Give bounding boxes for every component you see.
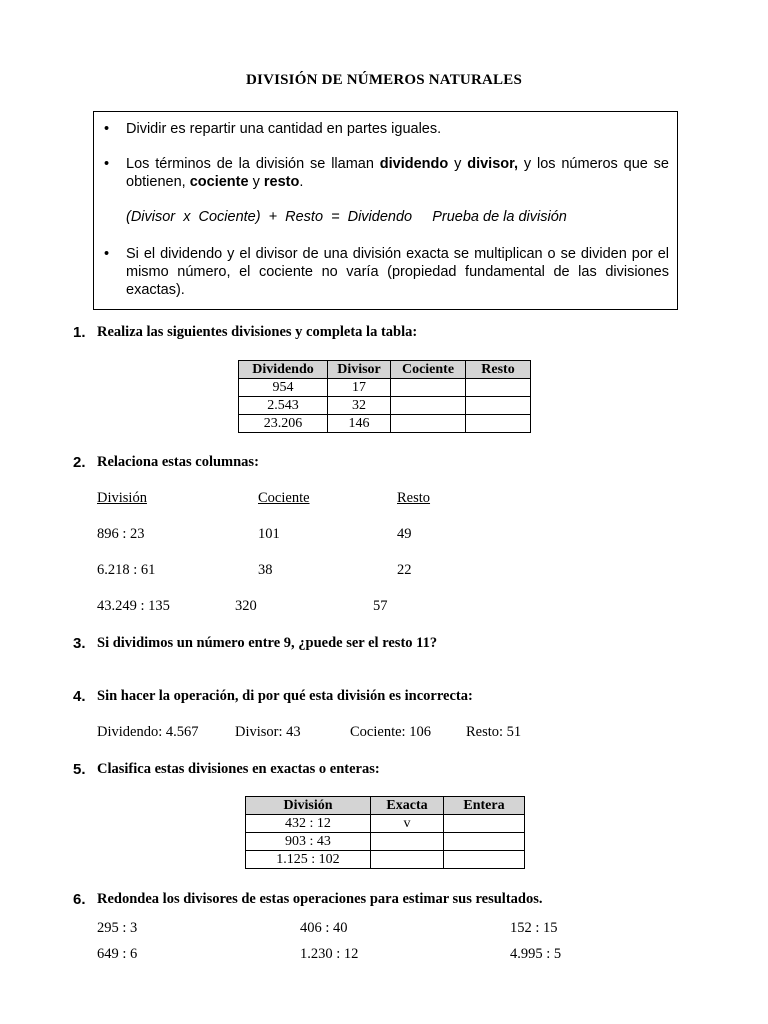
match-resto: 22 <box>397 562 412 578</box>
table-q1 <box>238 360 531 433</box>
summary-bullet-3-text: Si el dividendo y el divisor de una división exacta se multiplican o se dividen por el mismo número, el cociente no varía (propiedad fundamental de las divisiones exactas). <box>126 246 669 298</box>
summary-bullet-1-text: Dividir es repartir una cantidad en partes iguales. <box>126 121 442 137</box>
match-cociente: 320 <box>235 598 257 614</box>
column-header-division: División <box>97 490 147 506</box>
header-exacta: Exacta <box>371 797 444 815</box>
header-division: División <box>246 797 371 815</box>
match-resto: 57 <box>373 598 388 614</box>
column-header-cociente: Cociente <box>258 490 310 506</box>
table-row: 432 : 12 v <box>246 815 525 833</box>
table-row: 954 17 <box>239 379 531 397</box>
header-cociente: Cociente <box>391 361 466 379</box>
match-division: 896 : 23 <box>97 526 145 542</box>
bullet-3: • <box>104 246 110 262</box>
estimate-item: 295 : 3 <box>97 920 138 936</box>
header-dividendo: Dividendo <box>239 361 328 379</box>
estimate-item: 649 : 6 <box>97 946 138 962</box>
page-title: DIVISIÓN DE NÚMEROS NATURALES <box>246 72 522 88</box>
header-resto: Resto <box>466 361 531 379</box>
term-divisor: divisor, <box>467 156 519 172</box>
division-proof-formula: (Divisor x Cociente) + Resto = Dividendo Prueba de la división <box>126 209 567 225</box>
estimate-item: 152 : 15 <box>510 920 558 936</box>
estimate-item: 406 : 40 <box>300 920 348 936</box>
summary-bullet-2-text: Los términos de la división se llaman dividendo y divisor, y los números que se obtienen, cociente y resto. <box>126 156 670 190</box>
value-dividendo: Dividendo: 4.567 <box>97 724 199 740</box>
match-division: 6.218 : 61 <box>97 562 156 578</box>
table-row: 903 : 43 <box>246 833 525 851</box>
table-q5 <box>245 796 525 869</box>
term-resto: resto <box>263 174 300 190</box>
match-cociente: 101 <box>258 526 280 542</box>
term-cociente: cociente <box>189 174 249 190</box>
bullet-2: • <box>104 156 110 172</box>
value-cociente: Cociente: 106 <box>350 724 431 740</box>
table-row: 23.206 146 <box>239 415 531 433</box>
column-header-resto: Resto <box>397 490 431 506</box>
match-resto: 49 <box>397 526 412 542</box>
header-divisor: Divisor <box>328 361 391 379</box>
bullet-1: • <box>104 121 110 137</box>
value-resto: Resto: 51 <box>466 724 522 740</box>
match-division: 43.249 : 135 <box>97 598 170 614</box>
estimate-item: 4.995 : 5 <box>510 946 562 962</box>
match-cociente: 38 <box>258 562 273 578</box>
term-dividendo: dividendo <box>379 156 449 172</box>
header-entera: Entera <box>444 797 525 815</box>
estimate-item: 1.230 : 12 <box>300 946 359 962</box>
table-row: 1.125 : 102 <box>246 851 525 869</box>
value-divisor: Divisor: 43 <box>235 724 301 740</box>
summary-box <box>93 111 678 310</box>
table-row: 2.543 32 <box>239 397 531 415</box>
